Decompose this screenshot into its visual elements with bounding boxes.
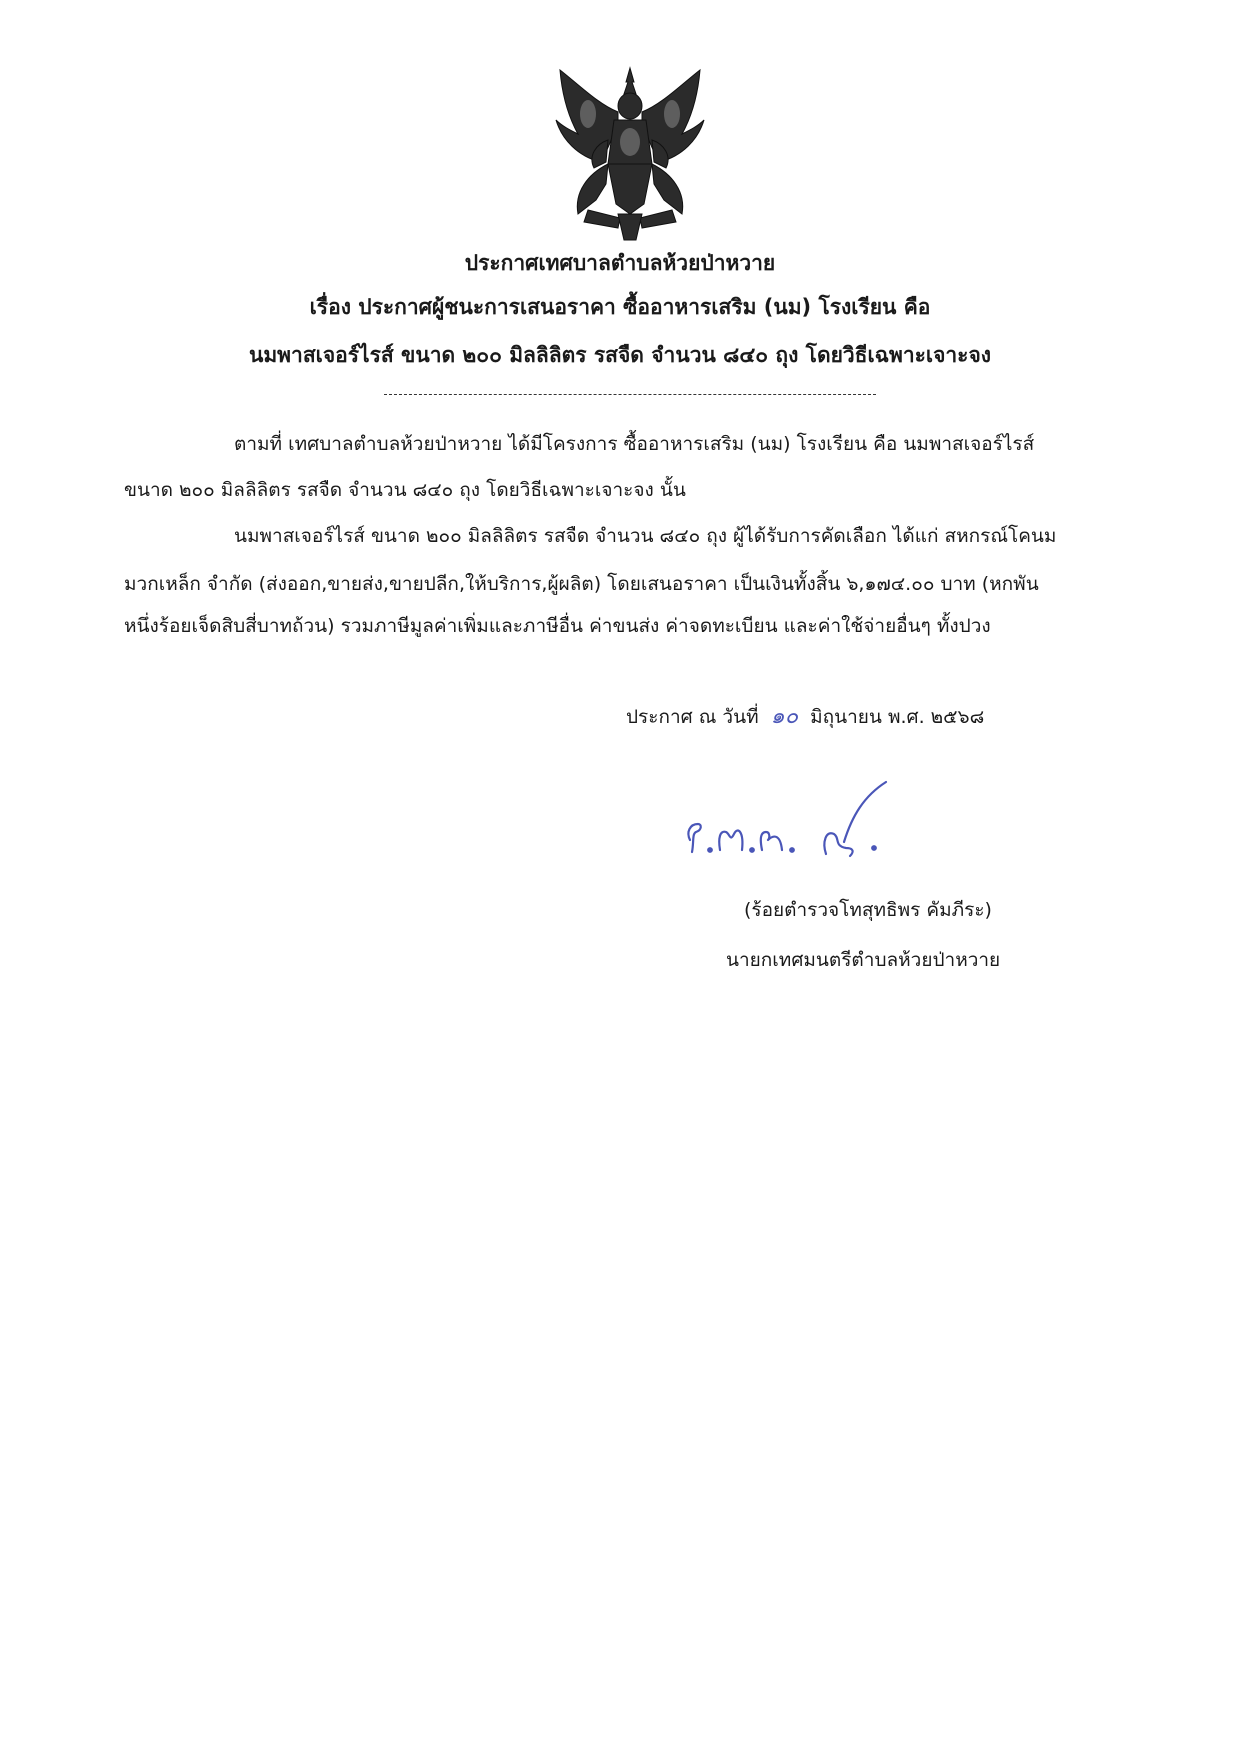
announcement-month-year: มิถุนายน พ.ศ. ๒๕๖๘: [810, 706, 985, 728]
announcement-date: [626, 703, 984, 731]
paragraph-1-line-2: ขนาด ๒๐๐ มิลลิลิตร รสจืด จำนวน ๘๔๐ ถุง โดยวิธีเฉพาะเจาะจง นั้น: [124, 479, 686, 501]
announcement-date-prefix: ประกาศ ณ วันที่: [626, 706, 759, 728]
signer-name: (ร้อยตำรวจโทสุทธิพร คัมภีระ): [744, 899, 992, 921]
garuda-emblem-icon: [548, 64, 712, 242]
handwritten-signature: [676, 776, 916, 872]
paragraph-2-line-2: มวกเหล็ก จำกัด (ส่งออก,ขายส่ง,ขายปลีก,ให้บริการ,ผู้ผลิต) โดยเสนอราคา เป็นเงินทั้งสิ้น ๖,๑๗๔.๐๐ บาท (หกพัน: [124, 573, 1039, 595]
paragraph-2-line-3: หนึ่งร้อยเจ็ดสิบสี่บาทถ้วน) รวมภาษีมูลค่าเพิ่มและภาษีอื่น ค่าขนส่ง ค่าจดทะเบียน และค่าใช้จ่ายอื่นๆ ทั้งปวง: [124, 615, 991, 637]
subject-line-2: นมพาสเจอร์ไรส์ ขนาด ๒๐๐ มิลลิลิตร รสจืด จำนวน ๘๔๐ ถุง โดยวิธีเฉพาะเจาะจง: [248, 343, 991, 367]
paragraph-1-line-1: ตามที่ เทศบาลตำบลห้วยป่าหวาย ได้มีโครงการ ซื้ออาหารเสริม (นม) โรงเรียน คือ นมพาสเจอร์ไรส์: [234, 433, 1035, 455]
subject-line-1: เรื่อง ประกาศผู้ชนะการเสนอราคา ซื้ออาหารเสริม (นม) โรงเรียน คือ: [309, 295, 931, 319]
document-title: ประกาศเทศบาลตำบลห้วยป่าหวาย: [464, 251, 776, 275]
paragraph-2-line-1: นมพาสเจอร์ไรส์ ขนาด ๒๐๐ มิลลิลิตร รสจืด จำนวน ๘๔๐ ถุง ผู้ได้รับการคัดเลือก ได้แก่ สหกรณ์โคนม: [234, 525, 1057, 547]
handwritten-day: ๑๐: [770, 704, 799, 729]
signer-position: นายกเทศมนตรีตำบลห้วยป่าหวาย: [726, 949, 1001, 971]
title-divider: [384, 394, 876, 395]
